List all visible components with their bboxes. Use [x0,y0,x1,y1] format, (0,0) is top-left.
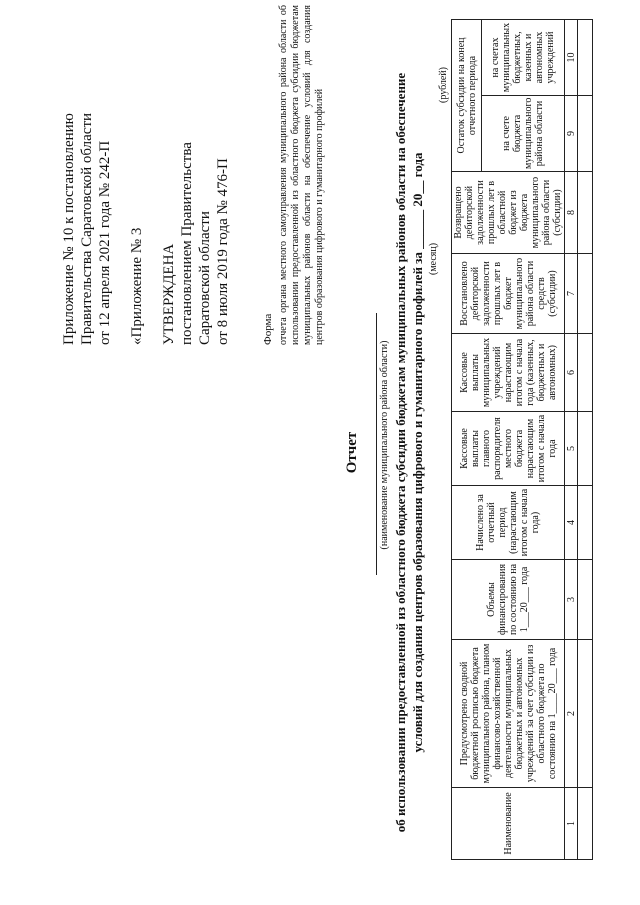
column-number: 5 [565,412,578,486]
column-group-balance: Остаток субсидии на конец отчетного периода [452,20,482,172]
column-header-financing: Объемы финансирования по состоянию на 1___20___ года [452,560,565,640]
column-number: 7 [565,254,578,334]
original-decree-line: от 8 июля 2019 года № 476-П [215,158,231,345]
report-table [451,19,593,860]
table-cell [578,412,593,486]
column-header-restored-debt: Восстановлено дебиторской задолженности прошлых лет в бюджет муниципального района области средств (субсидии) [452,254,565,334]
approved-by-line: постановлением Правительства [179,142,195,345]
table-cell [578,96,593,172]
column-header-payments-distributor: Кассовые выплаты главного распорядителя местного бюджета нарастающим итогом с начала года [452,412,565,486]
column-number: 2 [565,640,578,788]
table-cell [578,640,593,788]
column-number: 9 [565,96,578,172]
column-number: 6 [565,334,578,412]
column-header-planned: Предусмотрено сводной бюджетной росписью бюджета муниципального района, планом финансово-хозяйственной деятельности муниципальных бюджетных и автономных учреждений за счет субсидии из областного бюджета по состоянию на 1____20___ года [452,640,565,788]
column-number: 4 [565,486,578,560]
column-header-balance-institutions: на счетах муниципальных бюджетных, казенных и автономных учреждений [482,20,565,96]
form-label: Форма [262,313,274,345]
column-number: 3 [565,560,578,640]
appendix-number-line: «Приложение № 3 [129,227,145,345]
table-row [578,20,593,860]
column-number: 10 [565,20,578,96]
report-subtitle-line2: условий для создания центров образования цифрового и гуманитарного профилей за ______ 20__ года [410,152,425,753]
column-header-returned-debt: Возвращено дебиторской задолженности прошлых лет в областной бюджет из бюджета муниципального района области (субсидии) [452,172,565,254]
table-cell [578,560,593,640]
form-description: отчета органа местного самоуправления муниципального района области об использовании предоставленной из областного бюджета субсидии бюджетам муниципальных районов области на обеспечение условий для создания центров образования цифрового и гуманитарного профилей [278,5,325,345]
report-subtitle-line1: об использовании предоставленной из областного бюджета субсидии бюджетам муниципальных районов области на обеспечение [393,72,408,833]
table-cell [578,172,593,254]
approved-line: УТВЕРЖДЕНА [161,243,177,345]
organization-caption: (наименование муниципального района области) [379,340,390,550]
column-number: 8 [565,172,578,254]
month-caption: (месяц) [428,242,439,275]
report-title: Отчет [344,431,360,474]
government-line: Правительства Саратовской области [79,112,95,345]
appendix-line: Приложение № 10 к постановлению [61,113,77,345]
approval-header [60,45,232,345]
table-cell [578,20,593,96]
table-cell [578,486,593,560]
column-header-balance-budget: на счете бюджета муниципального района области [482,96,565,172]
organization-blank-line [376,313,377,575]
table-cell [578,334,593,412]
units-label: (рублей) [438,66,449,103]
table-cell [578,254,593,334]
table-cell [578,788,593,860]
column-number-row [565,20,578,860]
region-line: Саратовской области [197,211,213,345]
column-header-accrued: Начислено за отчетный период (нарастающим итогом с начала года) [452,486,565,560]
column-header-payments-institutions: Кассовые выплаты муниципальных учреждений нарастающим итогом с начала года (казенных, бюджетных и автономных) [452,334,565,412]
decree-date-line: от 12 апреля 2021 года № 242-П [97,140,113,345]
column-number: 1 [565,788,578,860]
column-header-name: Наименование [452,788,565,860]
